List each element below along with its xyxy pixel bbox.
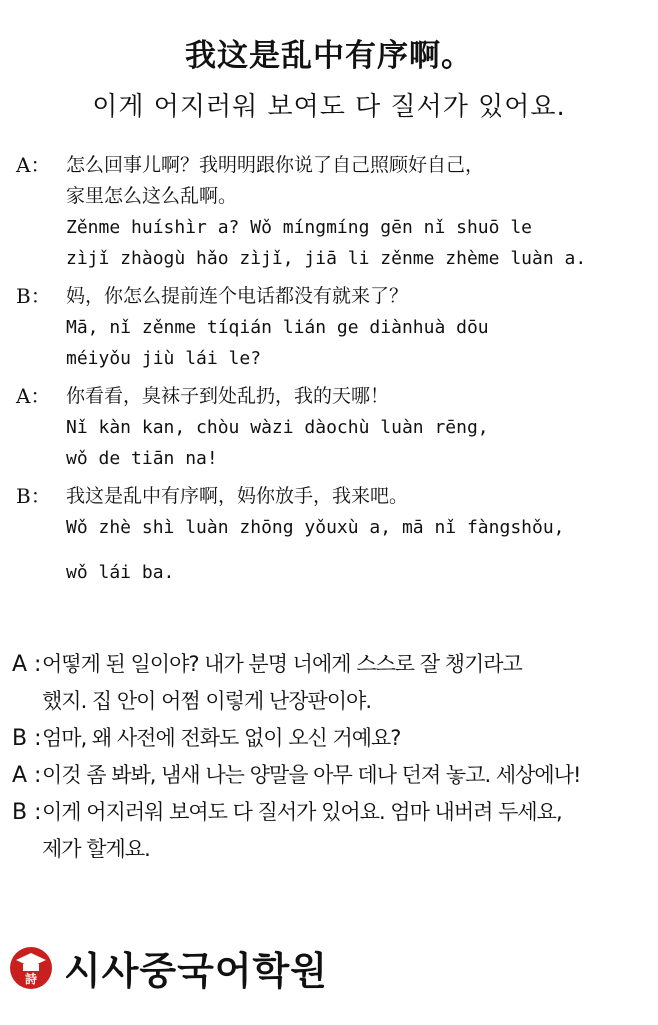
brand-name: 시사중국어학원	[64, 949, 328, 993]
translation-turn	[12, 794, 652, 868]
pinyin-line: Wǒ zhè shì luàn zhōng yǒuxù a, mā nǐ fàngshǒu,	[66, 517, 565, 538]
chinese-line: 妈，你怎么提前连个电话都没有就来了？	[66, 285, 409, 307]
speaker-label: A：	[16, 153, 51, 177]
chinese-dialog	[16, 150, 650, 588]
dialog-turn	[16, 281, 650, 374]
pinyin-line: wǒ de tiān na!	[66, 448, 218, 469]
svg-text:詩: 詩	[24, 971, 38, 986]
korean-line: 엄마, 왜 사전에 전화도 없이 오신 거예요?	[42, 726, 401, 750]
pinyin-line: Mā, nǐ zěnme tíqián lián ge diànhuà dōu	[66, 317, 489, 338]
korean-line: 이것 좀 봐봐, 냄새 나는 양말을 아무 데나 던져 놓고. 세상에나!	[42, 763, 581, 787]
pinyin-line: wǒ lái ba.	[66, 562, 175, 583]
chinese-line: 家里怎么这么乱啊。	[66, 185, 238, 207]
speaker-label: B：	[16, 484, 51, 508]
speaker-label: A：	[16, 384, 51, 408]
pinyin-line: méiyǒu jiù lái le?	[66, 348, 262, 369]
translation-turn	[12, 757, 652, 794]
speaker-label: B :	[12, 726, 42, 751]
speaker-label: B：	[16, 284, 51, 308]
chinese-line: 你看看，臭袜子到处乱扔，我的天哪！	[66, 385, 390, 407]
korean-translation	[12, 646, 652, 868]
pinyin-line: Zěnme huíshìr a? Wǒ míngmíng gēn nǐ shuō le	[66, 217, 532, 238]
korean-line: 했지. 집 안이 어쩜 이렇게 난장판이야.	[42, 689, 372, 713]
pinyin-line: Nǐ kàn kan, chòu wàzi dàochù luàn rēng,	[66, 417, 489, 438]
translation-turn	[12, 720, 652, 757]
korean-line: 제가 할게요.	[42, 837, 150, 861]
chinese-line: 我这是乱中有序啊，妈你放手，我来吧。	[66, 485, 409, 507]
speaker-label: B :	[12, 800, 42, 825]
pinyin-line: zìjǐ zhàogù hǎo zìjǐ, jiā li zěnme zhème luàn a.	[66, 248, 587, 269]
chinese-line: 怎么回事儿啊？我明明跟你说了自己照顾好自己，	[66, 154, 485, 176]
title-chinese: 我这是乱中有序啊。	[185, 38, 473, 74]
dialog-turn	[16, 481, 650, 588]
speaker-label: A :	[12, 652, 42, 677]
speaker-label: A :	[12, 763, 42, 788]
dialog-turn	[16, 150, 650, 274]
korean-line: 이게 어지러워 보여도 다 질서가 있어요. 엄마 내버려 두세요,	[42, 800, 562, 824]
korean-line: 어떻게 된 일이야? 내가 분명 너에게 스스로 잘 챙기라고	[42, 652, 522, 676]
dialog-turn	[16, 381, 650, 474]
title-korean: 이게 어지러워 보여도 다 질서가 있어요.	[92, 92, 566, 122]
brand-logo	[10, 940, 328, 995]
mortarboard-emblem-icon	[10, 947, 52, 989]
translation-turn	[12, 646, 652, 720]
